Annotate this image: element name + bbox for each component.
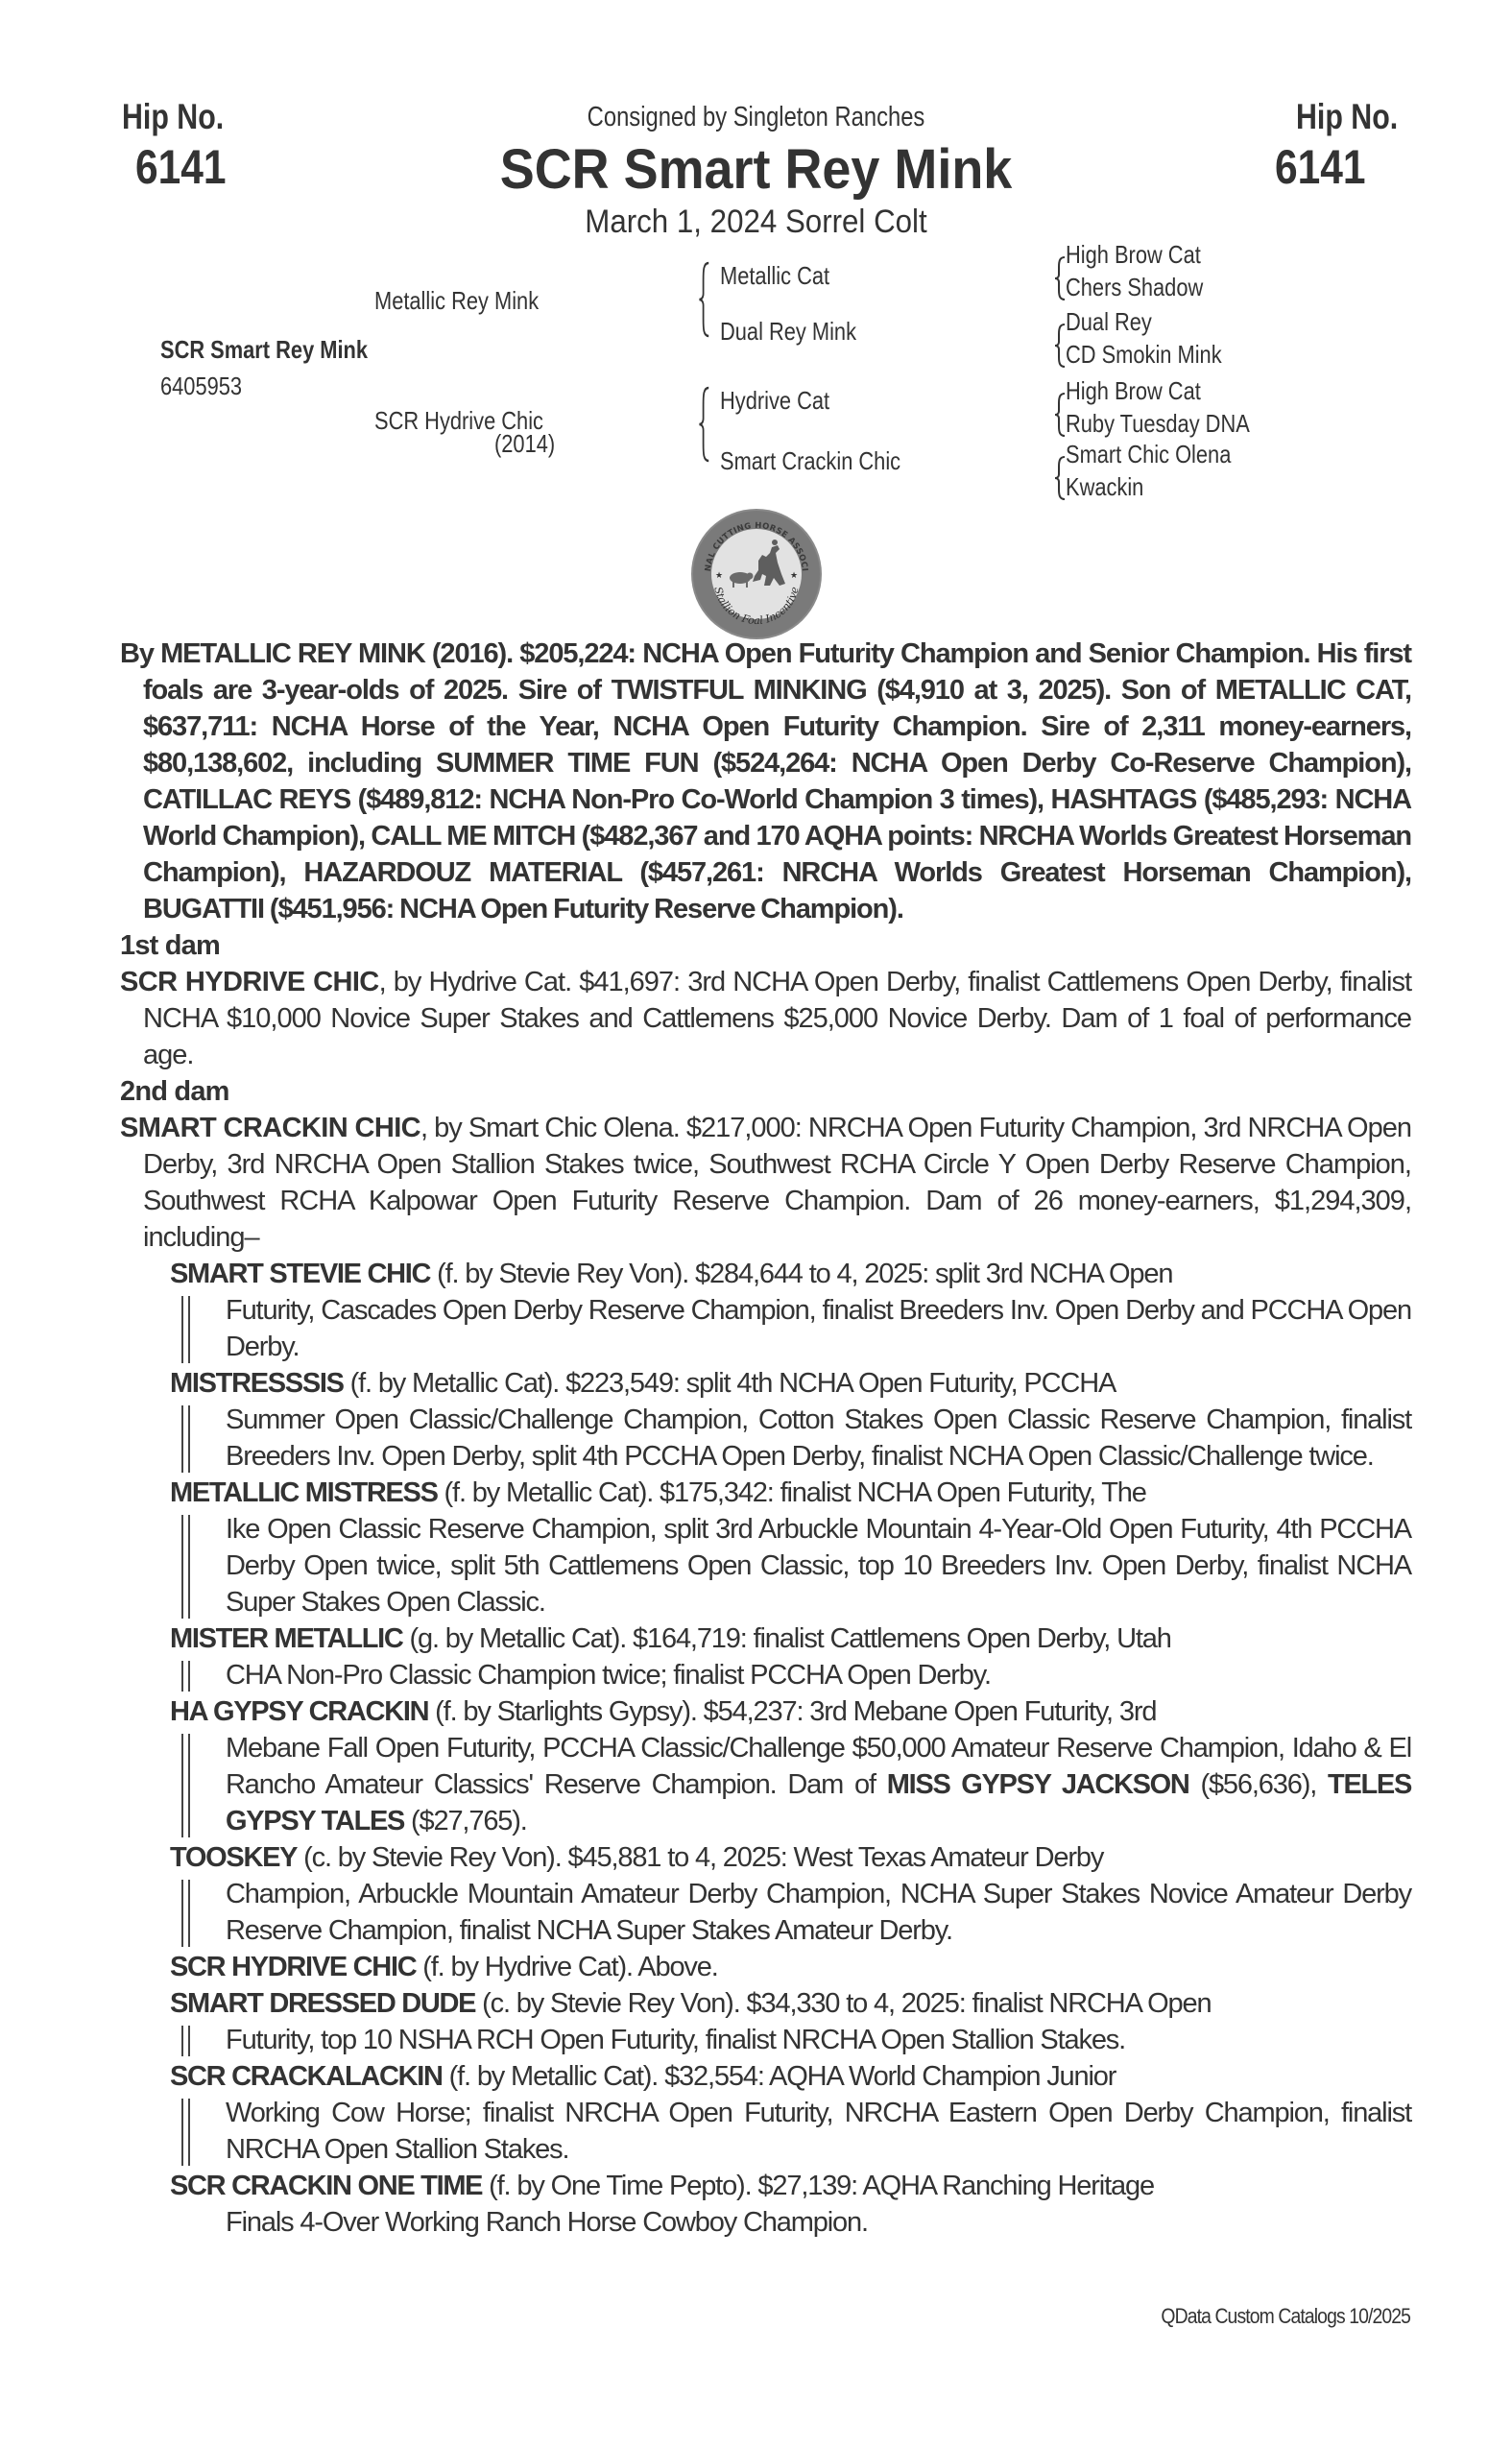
pedigree-dam-dam-dam: Kwackin <box>1066 472 1144 501</box>
brace-icon <box>698 386 710 463</box>
offspring-name: MISS GYPSY JACKSON <box>886 1769 1189 1800</box>
continuation-bar <box>181 1296 190 1363</box>
progeny-item <box>170 1949 1411 1985</box>
progeny-record: (f. by Metallic Cat). $223,549: split 4th NCHA Open Futurity, PCCHA <box>343 1368 1116 1399</box>
progeny-name: SCR CRACKALACKIN <box>170 2061 443 2092</box>
catalog-body <box>120 636 1411 2241</box>
star-icon: ★ <box>715 570 724 580</box>
pedigree-sire: Metallic Rey Mink <box>374 286 540 315</box>
continuation-bar <box>181 1405 190 1473</box>
progeny-record-continued: Summer Open Classic/Challenge Champion, Cotton Stakes Open Classic Reserve Champion, finalist Breeders Inv. Open Derby, split 4th PCCHA Open Derby, finalist NCHA Open Classic/Challenge twice. <box>226 1404 1411 1472</box>
brace-icon <box>1053 386 1067 448</box>
progeny-record-continued: Ike Open Classic Reserve Champion, split 3rd Arbuckle Mountain 4-Year-Old Open Futurity, 4th PCCHA Derby Open twice, split 5th Cattlemens Open Classic, top 10 Breeders Inv. Open Derby, finalist NCHA Super Stakes Open Classic. <box>226 1514 1411 1618</box>
progeny-list <box>170 1256 1411 2241</box>
offspring-name: TELES GYPSY TALES <box>226 1769 1411 1836</box>
progeny-item <box>170 1693 1411 1839</box>
continuation-bar <box>181 1515 190 1619</box>
progeny-item <box>170 1985 1411 2058</box>
progeny-record-text: Mebane Fall Open Futurity, PCCHA Classic/Challenge $50,000 Amateur Reserve Champion, Idaho & El Rancho Amateur Classics' Reserve Champion. Dam of <box>226 1733 1411 1800</box>
logo-bottom-text: Stallion Foal Incentive <box>711 585 802 628</box>
progeny-record-continued: Finals 4-Over Working Ranch Horse Cowboy Champion. <box>226 2207 868 2238</box>
hip-number-right: 6141 <box>1275 140 1366 194</box>
brace-icon <box>698 261 710 338</box>
star-icon: ★ <box>790 570 799 580</box>
pedigree-sire-dam: Dual Rey Mink <box>720 317 857 346</box>
pedigree-dam-year: (2014) <box>494 429 556 458</box>
catalog-footer: QData Custom Catalogs 10/2025 <box>1161 2304 1410 2328</box>
progeny-name: SCR CRACKIN ONE TIME <box>170 2171 483 2201</box>
progeny-name: METALLIC MISTRESS <box>170 1477 438 1508</box>
progeny-name: SMART STEVIE CHIC <box>170 1259 431 1289</box>
pedigree-sire-sire-dam: Chers Shadow <box>1066 273 1204 301</box>
progeny-item <box>170 1839 1411 1949</box>
brace-icon <box>1053 449 1067 512</box>
progeny-record-continued: Champion, Arbuckle Mountain Amateur Derby Champion, NCHA Super Stakes Novice Amateur Derby Reserve Champion, finalist NCHA Super Stakes Amateur Derby. <box>226 1879 1411 1946</box>
pedigree-sire-dam-dam: CD Smokin Mink <box>1066 340 1222 369</box>
hip-label-left: Hip No. <box>122 97 225 136</box>
progeny-record: (f. by Metallic Cat). $32,554: AQHA World Champion Junior <box>442 2061 1116 2092</box>
pedigree-dam: SCR Hydrive Chic <box>374 406 543 435</box>
hip-label-right: Hip No. <box>1296 97 1399 136</box>
pedigree-registration: 6405953 <box>160 372 243 400</box>
first-dam-paragraph <box>120 964 1411 1073</box>
continuation-bar <box>181 2026 190 2056</box>
hip-number-left: 6141 <box>135 140 227 194</box>
continuation-bar <box>181 1661 190 1692</box>
first-dam-name: SCR HYDRIVE CHIC <box>120 967 379 997</box>
horse-name-title: SCR Smart Rey Mink <box>499 138 1013 201</box>
progeny-item <box>170 2168 1411 2241</box>
progeny-record: (f. by One Time Pepto). $27,139: AQHA Ranching Heritage <box>482 2171 1154 2201</box>
pedigree-sire-sire-sire: High Brow Cat <box>1066 240 1201 269</box>
offspring-earnings: ($56,636), <box>1188 1769 1329 1800</box>
progeny-name: SMART DRESSED DUDE <box>170 1988 476 2019</box>
progeny-record-continued <box>170 1730 1411 1839</box>
progeny-name: SCR HYDRIVE CHIC <box>170 1952 417 1982</box>
sire-summary: By METALLIC REY MINK (2016). $205,224: NCHA Open Futurity Champion and Senior Champion. His first foals are 3-year-olds of 2025. Sire of TWISTFUL MINKING ($4,910 at 3, 2025). Son of METALLIC CAT, $637,711: NCHA Horse of the Year, NCHA Open Futurity Champion. Sire of 2,311 money-earners, $80,138,602, including SUMMER TIME FUN ($524,264: NCHA Open Derby Co-Reserve Champion), CATILLAC REYS ($489,812: NCHA Non-Pro Co-World Champion 3 times), HASHTAGS ($485,293: NCHA World Champion), CALL ME MITCH ($482,367 and 170 AQHA points: NRCHA Worlds Greatest Horseman Champion), HAZARDOUZ MATERIAL ($457,261: NRCHA Worlds Greatest Horseman Champion), BUGATTII ($451,956: NCHA Open Futurity Reserve Champion). <box>120 638 1411 924</box>
progeny-item <box>170 1620 1411 1693</box>
pedigree-sire-sire: Metallic Cat <box>720 261 830 290</box>
progeny-record-continued: Futurity, top 10 NSHA RCH Open Futurity, finalist NRCHA Open Stallion Stakes. <box>226 2025 1126 2055</box>
continuation-bar <box>181 1734 190 1837</box>
progeny-name: MISTER METALLIC <box>170 1623 403 1654</box>
progeny-record: (f. by Starlights Gypsy). $54,237: 3rd Mebane Open Futurity, 3rd <box>428 1696 1157 1727</box>
progeny-record-continued: Working Cow Horse; finalist NRCHA Open Futurity, NRCHA Eastern Open Derby Champion, finalist NRCHA Open Stallion Stakes. <box>226 2098 1411 2165</box>
progeny-item <box>170 1475 1411 1620</box>
foaling-info: March 1, 2024 Sorrel Colt <box>585 204 927 240</box>
progeny-name: MISTRESSSIS <box>170 1368 344 1399</box>
progeny-record: (f. by Metallic Cat). $175,342: finalist NCHA Open Futurity, The <box>437 1477 1146 1508</box>
pedigree-dam-sire: Hydrive Cat <box>720 386 830 415</box>
continuation-bar <box>181 2099 190 2166</box>
progeny-record: (f. by Hydrive Cat). Above. <box>416 1952 718 1982</box>
brace-icon <box>1053 250 1067 312</box>
progeny-record: (c. by Stevie Rey Von). $34,330 to 4, 2025: finalist NRCHA Open <box>475 1988 1212 2019</box>
pedigree-subject-name: SCR Smart Rey Mink <box>160 335 369 364</box>
ncha-stallion-foal-incentive-logo <box>689 507 824 641</box>
progeny-record: (g. by Metallic Cat). $164,719: finalist Cattlemens Open Derby, Utah <box>402 1623 1171 1654</box>
pedigree-dam-sire-dam: Ruby Tuesday DNA <box>1066 409 1250 438</box>
first-dam-heading: 1st dam <box>120 930 220 961</box>
second-dam-paragraph <box>120 1110 1411 1256</box>
second-dam-heading: 2nd dam <box>120 1076 229 1107</box>
progeny-record: (c. by Stevie Rey Von). $45,881 to 4, 2025: West Texas Amateur Derby <box>297 1842 1104 1873</box>
progeny-record-continued: CHA Non-Pro Classic Champion twice; finalist PCCHA Open Derby. <box>226 1660 991 1691</box>
progeny-item <box>170 1365 1411 1475</box>
first-dam-text: , by Hydrive Cat. $41,697: 3rd NCHA Open Derby, finalist Cattlemens Open Derby, finalist NCHA $10,000 Novice Super Stakes and Cattlemens $25,000 Novice Derby. Dam of 1 foal of performance age. <box>143 967 1411 1070</box>
pedigree-sire-dam-sire: Dual Rey <box>1066 307 1152 336</box>
offspring-earnings: ($27,765). <box>404 1806 527 1836</box>
logo-top-text: NAL CUTTING HORSE ASSOCI <box>703 520 809 572</box>
progeny-record: (f. by Stevie Rey Von). $284,644 to 4, 2025: split 3rd NCHA Open <box>430 1259 1173 1289</box>
progeny-name: HA GYPSY CRACKIN <box>170 1696 429 1727</box>
progeny-item <box>170 2058 1411 2168</box>
pedigree-dam-dam-sire: Smart Chic Olena <box>1066 440 1232 468</box>
progeny-record-continued: Futurity, Cascades Open Derby Reserve Champion, finalist Breeders Inv. Open Derby and PCCHA Open Derby. <box>226 1295 1411 1362</box>
pedigree-dam-dam: Smart Crackin Chic <box>720 446 901 475</box>
second-dam-name: SMART CRACKIN CHIC <box>120 1113 421 1143</box>
continuation-bar <box>181 1880 190 1947</box>
consignor: Consigned by Singleton Ranches <box>587 102 925 132</box>
progeny-item <box>170 1256 1411 1365</box>
pedigree-dam-sire-sire: High Brow Cat <box>1066 376 1201 405</box>
brace-icon <box>1053 317 1067 379</box>
progeny-name: TOOSKEY <box>170 1842 298 1873</box>
second-dam-text: , by Smart Chic Olena. $217,000: NRCHA Open Futurity Champion, 3rd NRCHA Open Derby, 3rd NRCHA Open Stallion Stakes twice, Southwest RCHA Circle Y Open Derby Reserve Champion, Southwest RCHA Kalpowar Open Futurity Reserve Champion. Dam of 26 money-earners, $1,294,309, including– <box>143 1113 1411 1253</box>
